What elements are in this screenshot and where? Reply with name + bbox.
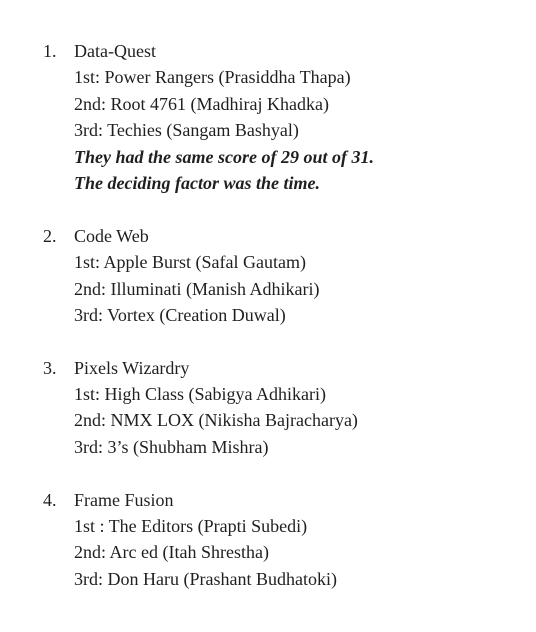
result-second: 2nd: Illuminati (Manish Adhikari) — [74, 278, 320, 299]
results-document — [0, 38, 536, 619]
section-pixels-wizardry — [0, 355, 536, 461]
tie-note: They had the same score of 29 out of 31. — [74, 146, 374, 167]
list-number: 3. — [43, 357, 57, 378]
result-first: 1st : The Editors (Prapti Subedi) — [74, 516, 308, 537]
section-frame-fusion — [0, 487, 536, 593]
result-second: 2nd: NMX LOX (Nikisha Bajracharya) — [74, 410, 358, 431]
result-third: 3rd: Don Haru (Prashant Budhatoki) — [74, 568, 337, 589]
result-second: 2nd: Root 4761 (Madhiraj Khadka) — [74, 93, 329, 114]
result-first: 1st: Power Rangers (Prasiddha Thapa) — [74, 67, 351, 88]
result-second: 2nd: Arc ed (Itah Shrestha) — [74, 542, 269, 563]
list-number: 2. — [43, 225, 57, 246]
section-title: Data-Quest — [74, 41, 156, 61]
result-third: 3rd: Vortex (Creation Duwal) — [74, 304, 286, 325]
result-first: 1st: Apple Burst (Safal Gautam) — [74, 252, 306, 273]
result-third: 3rd: Techies (Sangam Bashyal) — [74, 120, 299, 141]
section-title: Pixels Wizardry — [74, 357, 190, 378]
result-third: 3rd: 3’s (Shubham Mishra) — [74, 436, 269, 457]
list-number: 1. — [43, 41, 57, 61]
section-title: Frame Fusion — [74, 489, 174, 510]
section-data-quest — [0, 38, 536, 196]
section-heading — [0, 38, 536, 64]
section-code-web — [0, 223, 536, 329]
section-heading — [0, 487, 536, 513]
section-title: Code Web — [74, 225, 149, 246]
list-number: 4. — [43, 489, 57, 510]
result-first: 1st: High Class (Sabigya Adhikari) — [74, 384, 326, 405]
section-heading — [0, 355, 536, 381]
tie-note: The deciding factor was the time. — [74, 172, 320, 193]
section-heading — [0, 223, 536, 249]
